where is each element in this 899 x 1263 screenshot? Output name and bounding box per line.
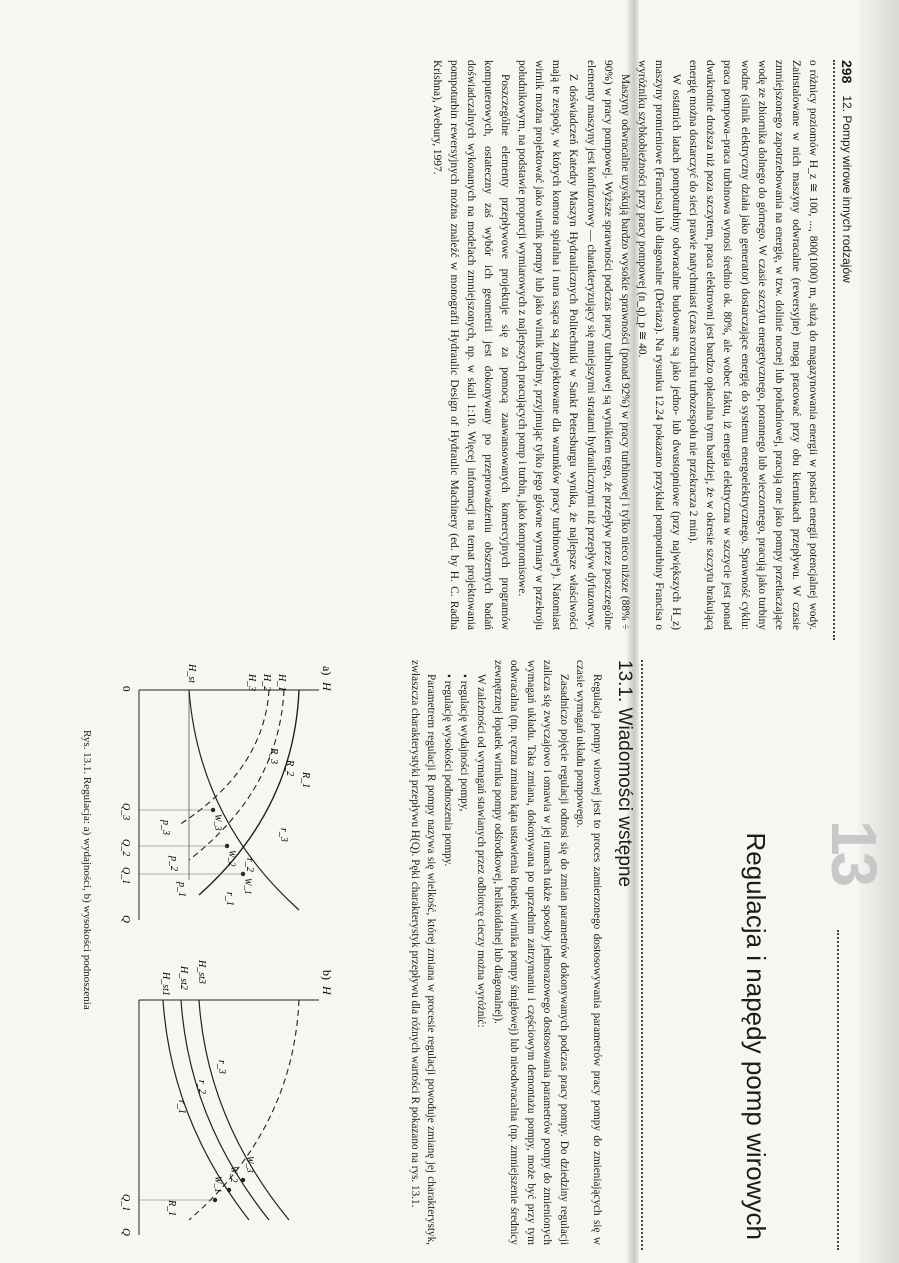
- panel-b-point-label: W_1: [213, 1176, 223, 1193]
- panel-a-curve: [179, 690, 269, 825]
- panel-b-curve-label: r_3: [216, 1060, 227, 1074]
- panel-b-curve-label: r_1: [176, 1100, 187, 1114]
- panel-a-axis-q: Q: [120, 915, 132, 923]
- panel-a-h-label: H_st: [186, 664, 197, 683]
- dotted-rule: [641, 660, 643, 1250]
- panel-a-q-label: Q_1: [120, 867, 131, 885]
- panel-b-axis-h: H: [320, 986, 334, 995]
- dotted-rule: [837, 930, 839, 1250]
- paragraph: W zależności od wymagań stawianych przez odbiorcę cieczy można wyróżnić:: [474, 674, 487, 1028]
- page-gutter: [859, 0, 899, 1263]
- panel-b-label: b): [320, 970, 334, 980]
- panel-b-point: [227, 1188, 231, 1192]
- paragraph: Z doświadczeń Katedry Maszyn Hydraulicznych Politechniki w Sankt Petersburgu wynika, że najlepsze właściwości mają te zespoły, w których komora spiralna i nura ssąca są zaprojektowane dla warunków pracy turbinowej*). Natomiast wirnik można projektować jako wirnik pompy lub jako wirnik turbiny, przyjmując tylko jego główne wymiary w przekroju południkowym, na podstawie proporcji wymiarowych z najlepszych pracujących pomp i turbin, jako kompromisowe.: [516, 60, 580, 630]
- chapter-title: Regulacja i napędy pomp wirowych: [741, 832, 771, 1240]
- page-number: 298: [839, 60, 855, 84]
- paragraph: Poszczególne elementy przepływowe projektuje się za pomocą zaawansowanych komercyjnych programów komputerowych, ostateczny zaś wybór ich geometrii jest dokonywany po przeprowadzeniu obszernych badań doświadczalnych wykonanych na modelach zmniejszonych, np. w skali 1:10. Więcej informacji na temat projektowania pompoturbin rewersyjnych można znaleźć w monografii Hydraulic Design of Hydraulic Machinery (ed. by H. C. Radha Krishna), Avebury, 1997.: [430, 60, 512, 630]
- panel-b-h-label: H_st1: [160, 972, 171, 996]
- panel-a-h-label: H_2: [261, 674, 272, 692]
- panel-b-point: [241, 1178, 245, 1182]
- list-item: • regulację wydajności pompy,: [456, 674, 473, 1245]
- paragraph: W ostatnich latach pompoturbiny odwracalne budowane są jako jedno- lub dwustopniowe (przy największych H_z) maszyny promieniowe (Francisa) lub diagonalne (Dériaza). Na rysunku 12.24 pokazano przykład pompoturbiny Francisa o wyróżniku szybkobieżności przy pracy pompowej (n_q)_p ≅ 40.: [635, 60, 683, 630]
- panel-a-point-label: W_2: [227, 850, 237, 867]
- panel-a-curve-label: R_3: [268, 748, 279, 765]
- panel-a-point-label: W_3: [213, 814, 223, 831]
- panel-a-curve-label: r_1: [224, 892, 235, 906]
- panel-a-q-label: Q_3: [120, 803, 131, 821]
- panel-a-curve-label: R_1: [300, 772, 311, 789]
- paragraph: Maszyny odwracalne uzyskują bardzo wysokie sprawności (ponad 92%) w pracy turbinowej i tylko nieco niższe (88% ÷ 90%) w pracy pompowej. Wyższe sprawności podczas pracy turbinowej są wynikiem tego, że przepływ przez poszczególne elementy maszyny jest konfuzorowy — charakteryzujący się mniejszymi stratami hydraulicznymi niż przepływ dyfuzorowy.: [584, 60, 631, 630]
- panel-a-label: a): [320, 666, 334, 676]
- panel-a-curve-label: p_3: [160, 820, 171, 835]
- running-head: 12. Pompy wirowe innych rodzajów: [840, 95, 854, 283]
- panel-b-curve-label: r_2: [196, 1080, 207, 1094]
- panel-a-h-label: H_3: [246, 674, 257, 692]
- panel-a-h-label: H_1: [276, 674, 287, 692]
- left-body-text: [427, 60, 821, 630]
- panel-a-curve-label: R_2: [284, 760, 295, 777]
- paragraph: o różnicy poziomów H_z ≅ 100, ..., 800(1000) m, służą do magazynowania energii w postaci energii potencjalnej wody. Zainstalowane w nich maszyny odwracalne (rewersyjne) mogą pracować przy obu kierunkach przepływu. W czasie zmniejszonego zapotrzebowania na energię, w tzw. dolinie nocnej lub południowej, pracują one jako pompy przetłaczające wodę ze zbiornika dolnego do górnego. W czasie szczytu energetycznego, porannego lub wieczornego, pracują jako turbiny wodne (silnik elektryczny działa jako generator) dostarczające energię do systemu energoelektrycznego. Sprawność cyklu: praca pompowa–praca turbinowa wynosi średnio ok. 80%, ale wobec faktu, iż energia elektryczna w szczycie jest ponad dwukrotnie droższa niż poza szczytem, praca elektrowni jest bardzo opłacalna tym bardziej, że w okresie szczytu brakującą energię można dostarczyć do sieci prawie natychmiast (czas rozruchu turbozespołu nie przekracza 2 min).: [687, 60, 819, 630]
- panel-a-axis-h: H: [320, 682, 334, 691]
- panel-b-q-label: Q_1: [120, 1194, 131, 1212]
- panel-a-origin: 0: [120, 686, 132, 692]
- panel-b-h-label: H_st3: [196, 960, 207, 984]
- figure-13-1: [99, 660, 339, 1245]
- panel-a-q-label: Q_2: [120, 839, 131, 857]
- panel-a-curve-label: r_2: [244, 858, 255, 872]
- panel-a-curve-label: p_1: [176, 882, 187, 897]
- panel-b-curve-label: R_1: [166, 1200, 177, 1217]
- paragraph: Parametrem regulacji R pompy nazywa się wielkość, której zmiana w procesie regulacji powoduje zmianę jej charakterystyk, zwłaszcza charakterystyki przepływu H(Q). Pęki charakterystyk przepływu dla różnych wartości R pokazano na rys. 13.1.: [408, 660, 438, 1245]
- section-title: 13.1. Wiadomości wstępne: [614, 660, 635, 888]
- paragraph: Regulacja pompy wirowej jest to proces zamierzonego dostosowywania parametrów pracy pompy do zmieniających się w czasie wymagań układu pompowego.: [574, 660, 603, 1245]
- panel-b-h-label: H_st2: [178, 966, 189, 990]
- running-header: [835, 60, 859, 640]
- panel-b-point-label: W_2: [229, 1166, 239, 1183]
- figure-caption: Rys. 13.1. Regulacja: a) wydajności, b) wysokości podnoszenia: [81, 730, 93, 1010]
- panel-a-curve: [189, 690, 299, 910]
- panel-b-point-label: W_3: [245, 1156, 255, 1173]
- list-item: • regulację wysokości podnoszenia pompy.: [439, 674, 456, 1245]
- panel-a-curve-label: r_3: [278, 828, 289, 842]
- chapter-number: 13: [818, 820, 890, 884]
- panel-a-point-label: W_1: [243, 878, 253, 895]
- panel-a-curve-label: p_2: [168, 856, 179, 871]
- bullet-list: [439, 660, 472, 1245]
- paragraph: Zasadniczo pojęcie regulacji odnosi się do zmian parametrów dokonywanych podczas pracy pompy. Do dziedziny regulacji zalicza się zwyczajowo i omawia w jej ramach także sposoby jednorazowego dostosowania parametrów pompy do zmienionych wymagań układu. Taka zmiana, dokonywana po uprzednim zatrzymaniu i częściowym demontażu pompy, może być przy tym odwracalna (np. ręczna zmiana kąta ustawienia łopatek wirnika pompy śmigłowej) lub nieodwracalna (np. zmniejszenie średnicy zewnętrznej łopatek wirnika pompy odśrodkowej, helikoidalnej lub diagonalnej).: [491, 660, 570, 1245]
- figure-drawing: [99, 660, 339, 1245]
- dotted-rule: [833, 60, 835, 640]
- panel-b-axis-q: Q: [120, 1228, 132, 1236]
- right-body-text: [406, 660, 605, 1245]
